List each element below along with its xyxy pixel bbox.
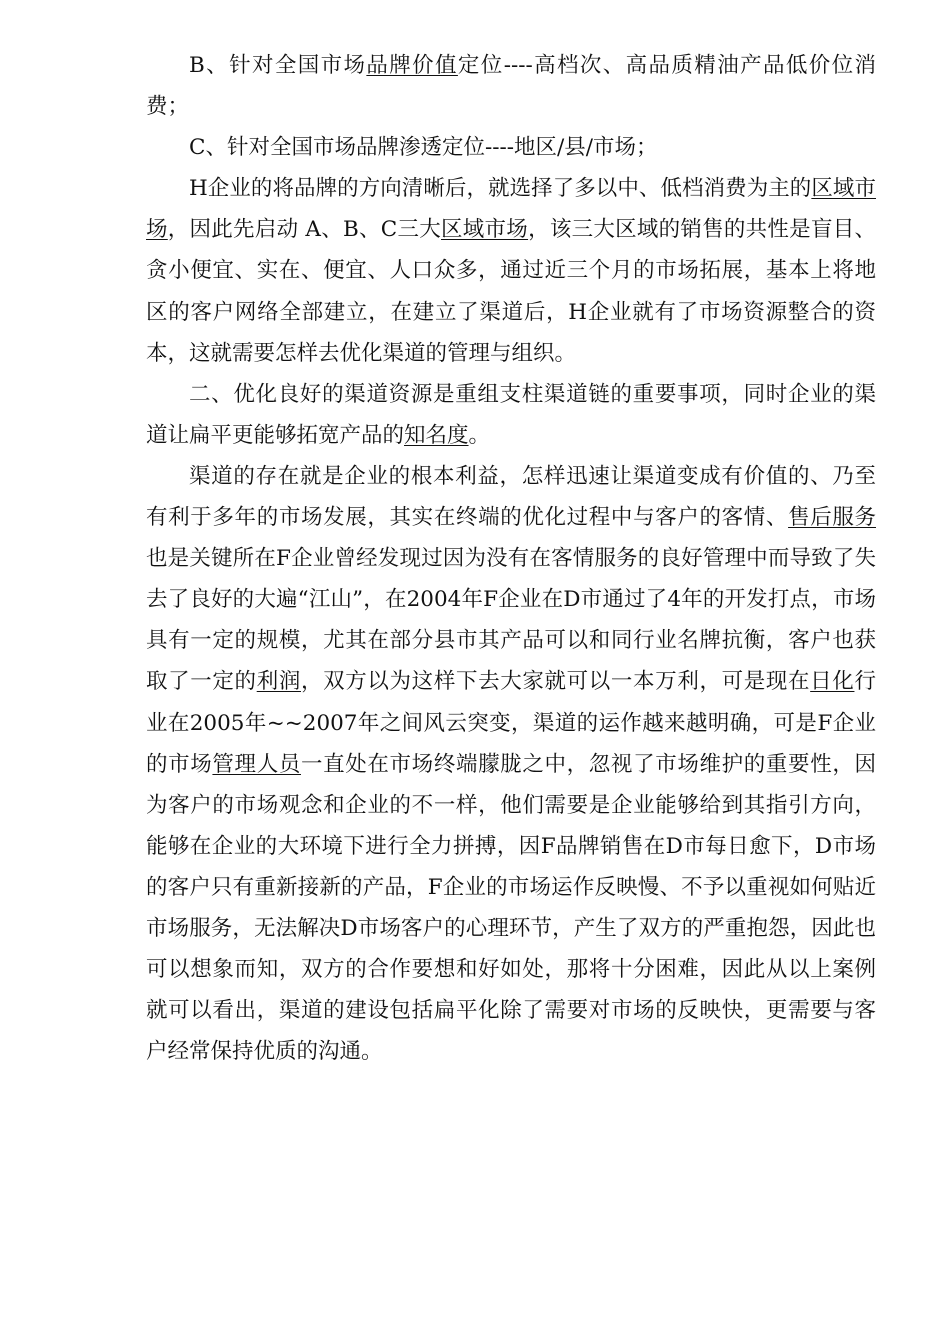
after-sales-service-link[interactable]: 售后服务: [788, 505, 876, 531]
daily-chemical-link[interactable]: 日化: [810, 669, 855, 695]
document-body: [146, 45, 876, 1072]
text-run: 。: [468, 422, 491, 448]
paragraph-h-enterprise: [146, 168, 876, 373]
paragraph-positioning-b: [146, 45, 876, 127]
brand-value-link[interactable]: 品牌价值: [366, 53, 458, 78]
text-run: 定位----高档次、高品质精油产品低价位消费；: [146, 53, 876, 120]
regional-market-link[interactable]: 区域市场: [441, 217, 529, 243]
text-run: C、针对全国市场品牌渗透定位----地区/县/市场；: [189, 135, 658, 161]
text-run: ，该三大区域的销售的共性是盲目、贪小便宜、实在、便宜、人口众多，通过近三个月的市场拓展，基本上将地区的客户网络全部建立，在建立了渠道后，H企业就有了市场资源整合的资本，这就需要怎样去优化渠道的管理与组织。: [146, 217, 876, 366]
text-run: ，双方以为这样下去大家就可以一本万利，可是现在: [300, 669, 811, 695]
regional-market-link[interactable]: 区域市场: [146, 176, 876, 243]
text-run: 行业在2005年~~2007年之间风云突变，渠道的运作越来越明确，可是F企业的市场: [146, 669, 876, 777]
text-run: 也是关键所在F企业曾经发现过因为没有在客情服务的良好管理中而导致了失去了良好的大遍“江山”，在2004年F企业在D市通过了4年的开发打点，市场具有一定的规模，尤其在部分县市其产品可以和同行业名牌抗衡，客户也获取了一定的: [146, 546, 876, 695]
brand-awareness-link[interactable]: 知名度: [404, 422, 469, 448]
text-run: 二、优化良好的渠道资源是重组支柱渠道链的重要事项，同时企业的渠道让扁平更能够拓宽产品的: [146, 381, 876, 448]
text-run: ，因此先启动 A、B、C三大: [167, 217, 442, 243]
text-run: H企业的将品牌的方向清晰后，就选择了多以中、低档消费为主的: [189, 176, 812, 202]
profit-link[interactable]: 利润: [256, 669, 301, 695]
management-staff-link[interactable]: 管理人员: [212, 751, 301, 777]
text-run: 渠道的存在就是企业的根本利益，怎样迅速让渠道变成有价值的、乃至有利于多年的市场发展，其实在终端的优化过程中与客户的客情、: [146, 463, 876, 531]
text-run: 一直处在市场终端朦胧之中，忽视了市场维护的重要性，因为客户的市场观念和企业的不一样，他们需要是企业能够给到其指引方向，能够在企业的大环境下进行全力拼搏，因F品牌销售在D市每日愈下，D市场的客户只有重新接新的产品，F企业的市场运作反映慢、不予以重视如何贴近市场服务，无法解决D市场客户的心理环节，产生了双方的严重抱怨，因此也可以想象而知，双方的合作要想和好如处，那将十分困难，因此从以上案例就可以看出，渠道的建设包括扁平化除了需要对市场的反映快，更需要与客户经常保持优质的沟通。: [146, 751, 876, 1065]
paragraph-channel-case: [146, 456, 876, 1072]
paragraph-positioning-c: [146, 127, 876, 168]
text-run: B、针对全国市场: [189, 53, 367, 78]
paragraph-section-two: [146, 374, 876, 456]
